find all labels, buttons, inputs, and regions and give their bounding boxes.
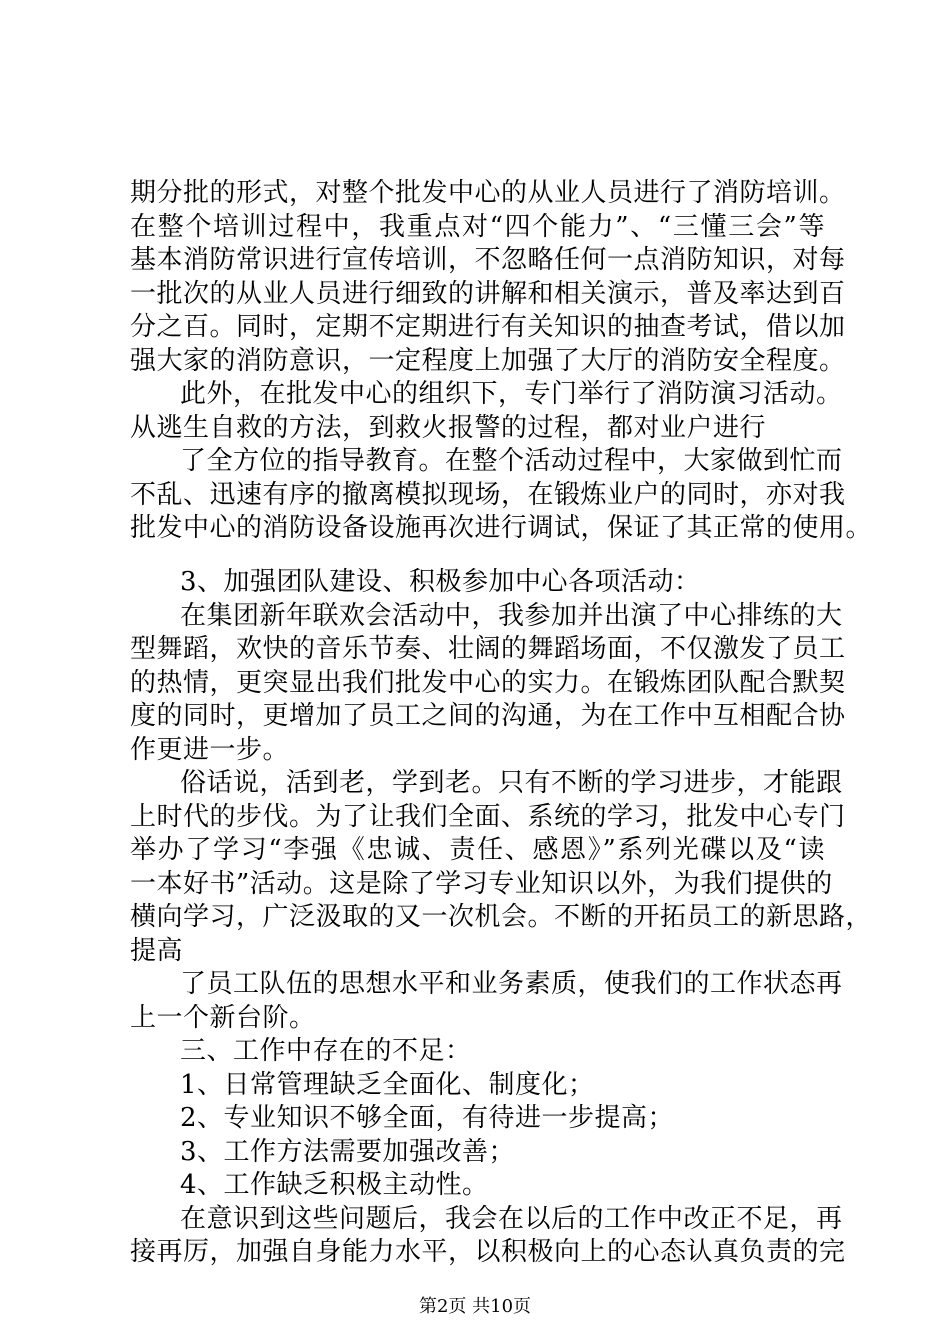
text-line: 提高 bbox=[130, 936, 184, 966]
list-item: 1、日常管理缺乏全面化、制度化； bbox=[180, 1070, 595, 1100]
text-line: 度的同时，更增加了员工之间的沟通，为在工作中互相配合协 bbox=[130, 701, 846, 731]
text-line: 上时代的步伐。为了让我们全面、系统的学习，批发中心专门 bbox=[130, 802, 846, 832]
text-line: 在整个培训过程中，我重点对“四个能力”、“三懂三会”等 bbox=[130, 212, 825, 242]
text-line: 型舞蹈，欢快的音乐节奏、壮阔的舞蹈场面，不仅激发了员工 bbox=[130, 634, 846, 664]
page-number-footer: 第2页 共10页 bbox=[418, 1296, 532, 1317]
text-line: 一批次的从业人员进行细致的讲解和相关演示，普及率达到百 bbox=[130, 279, 846, 309]
text-line: 接再厉，加强自身能力水平，以积极向上的心态认真负责的完 bbox=[130, 1237, 846, 1267]
text-line: 基本消防常识进行宣传培训，不忽略任何一点消防知识，对每 bbox=[130, 245, 846, 275]
text-line: 横向学习，广泛汲取的又一次机会。不断的开拓员工的新思路， bbox=[130, 902, 873, 932]
text-line: 在意识到这些问题后，我会在以后的工作中改正不足，再 bbox=[180, 1204, 843, 1234]
list-item: 3、工作方法需要加强改善； bbox=[180, 1137, 516, 1167]
list-item: 4、工作缺乏积极主动性。 bbox=[180, 1170, 489, 1200]
text-line: 一本好书”活动。这是除了学习专业知识以外，为我们提供的 bbox=[130, 869, 833, 899]
text-line: 不乱、迅速有序的撤离模拟现场，在锻炼业户的同时，亦对我 bbox=[130, 480, 846, 510]
section-heading: 3、加强团队建设、积极参加中心各项活动： bbox=[180, 567, 701, 597]
text-line: 作更进一步。 bbox=[130, 735, 290, 765]
text-line: 举办了学习“李强《忠诚、责任、感恩》”系列光碟以及“读 bbox=[130, 835, 825, 865]
text-line: 上一个新台阶。 bbox=[130, 1003, 316, 1033]
text-line: 的热情，更突显出我们批发中心的实力。在锻炼团队配合默契 bbox=[130, 668, 846, 698]
text-line: 批发中心的消防设备设施再次进行调试，保证了其正常的使用。 bbox=[130, 513, 873, 543]
text-line: 了员工队伍的思想水平和业务素质，使我们的工作状态再 bbox=[180, 969, 843, 999]
text-line: 在集团新年联欢会活动中，我参加并出演了中心排练的大 bbox=[180, 601, 843, 631]
text-line: 期分批的形式，对整个批发中心的从业人员进行了消防培训。 bbox=[130, 178, 846, 208]
text-line: 了全方位的指导教育。在整个活动过程中，大家做到忙而 bbox=[180, 446, 843, 476]
list-item: 2、专业知识不够全面，有待进一步提高； bbox=[180, 1103, 675, 1133]
text-line: 俗话说，活到老，学到老。只有不断的学习进步，才能跟 bbox=[180, 768, 843, 798]
text-line: 此外，在批发中心的组织下，专门举行了消防演习活动。 bbox=[180, 379, 843, 409]
text-line: 从逃生自救的方法，到救火报警的过程，都对业户进行 bbox=[130, 413, 767, 443]
text-line: 强大家的消防意识，一定程度上加强了大厅的消防安全程度。 bbox=[130, 346, 846, 376]
text-line: 分之百。同时，定期不定期进行有关知识的抽查考试，借以加 bbox=[130, 312, 846, 342]
section-heading: 三、工作中存在的不足： bbox=[180, 1036, 472, 1066]
